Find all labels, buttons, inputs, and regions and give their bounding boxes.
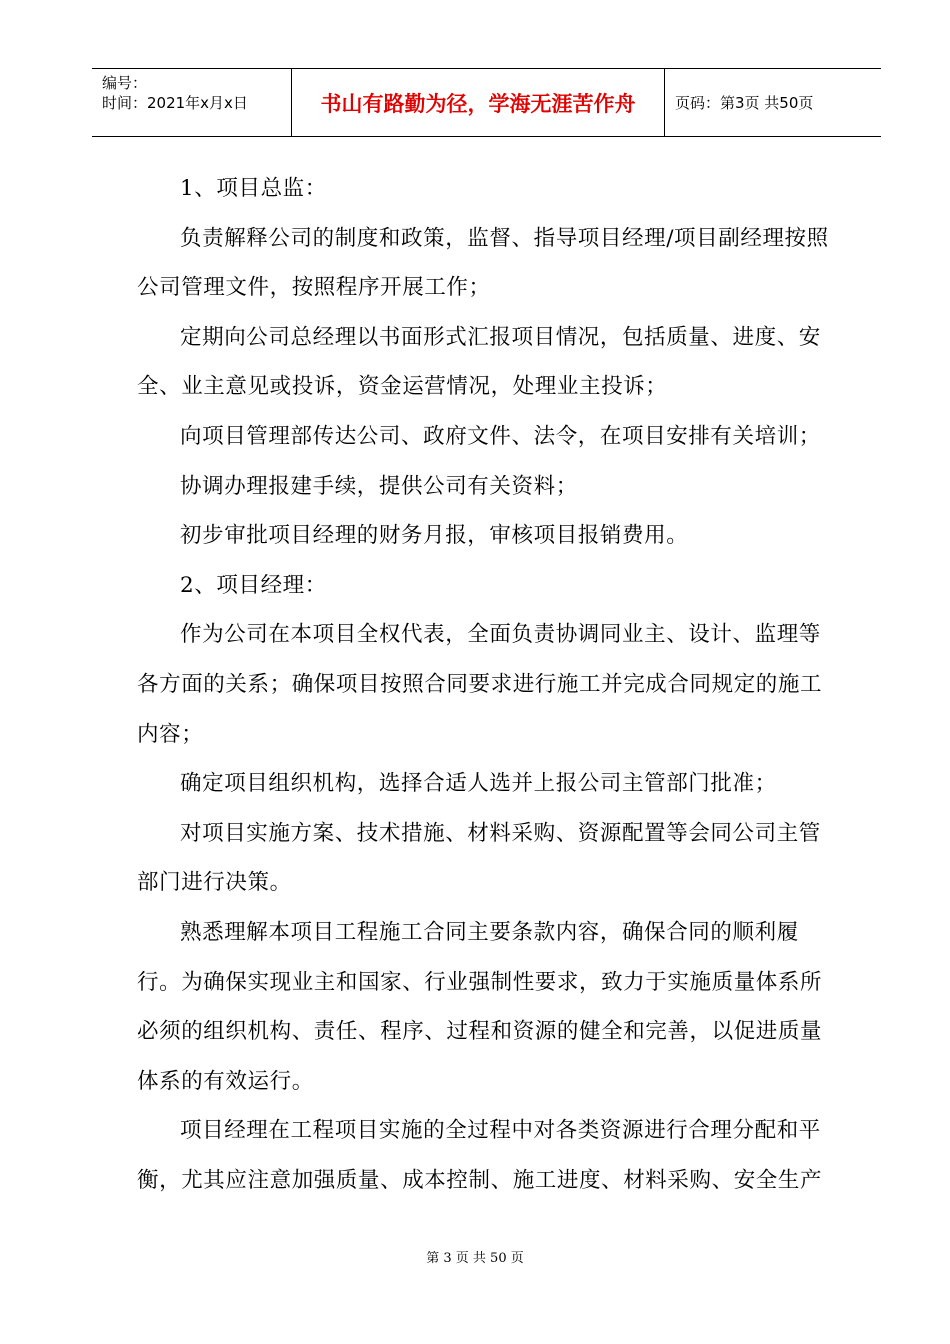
paragraph: 对项目实施方案、技术措施、材料采购、资源配置等会同公司主管部门进行决策。	[137, 820, 821, 896]
paragraph: 确定项目组织机构，选择合适人选并上报公司主管部门批准；	[180, 771, 777, 797]
paragraph: 熟悉理解本项目工程施工合同主要条款内容，确保合同的顺利履行。为确保实现业主和国家、行业强制性要求，致力于实施质量体系所必须的组织机构、责任、程序、过程和资源的健全和完善，以促进质量体系的有效运行。	[137, 919, 823, 1094]
header-page-info: 页码：第3页 共50页	[675, 94, 814, 112]
document-header	[92, 68, 881, 137]
document-body	[137, 164, 837, 1205]
paragraph: 1、项目总监：	[180, 176, 327, 201]
paragraph: 作为公司在本项目全权代表，全面负责协调同业主、设计、监理等各方面的关系；确保项目按照合同要求进行施工并完成合同规定的施工内容；	[137, 622, 823, 747]
header-meta	[92, 69, 292, 136]
doc-time-label: 时间：2021年x月x日	[102, 94, 248, 112]
paragraph: 向项目管理部传达公司、政府文件、法令，在项目安排有关培训；	[180, 423, 821, 449]
page-footer: 第 3 页 共 50 页	[426, 1251, 524, 1266]
paragraph: 定期向公司总经理以书面形式汇报项目情况，包括质量、进度、安全、业主意见或投诉，资金运营情况，处理业主投诉；	[137, 324, 821, 400]
header-slogan: 书山有路勤为径，学海无涯苦作舟	[292, 69, 665, 136]
paragraph: 初步审批项目经理的财务月报，审核项目报销费用。	[180, 523, 689, 549]
paragraph: 协调办理报建手续，提供公司有关资料；	[180, 473, 578, 499]
paragraph: 项目经理在工程项目实施的全过程中对各类资源进行合理分配和平衡，尤其应注意加强质量、成本控制、施工进度、材料采购、安全生产	[137, 1118, 823, 1193]
paragraph: 2、项目经理：	[180, 572, 327, 598]
doc-number-label: 编号：	[102, 74, 148, 92]
paragraph: 负责解释公司的制度和政策，监督、指导项目经理/项目副经理按照公司管理文件，按照程序开展工作；	[137, 225, 829, 301]
